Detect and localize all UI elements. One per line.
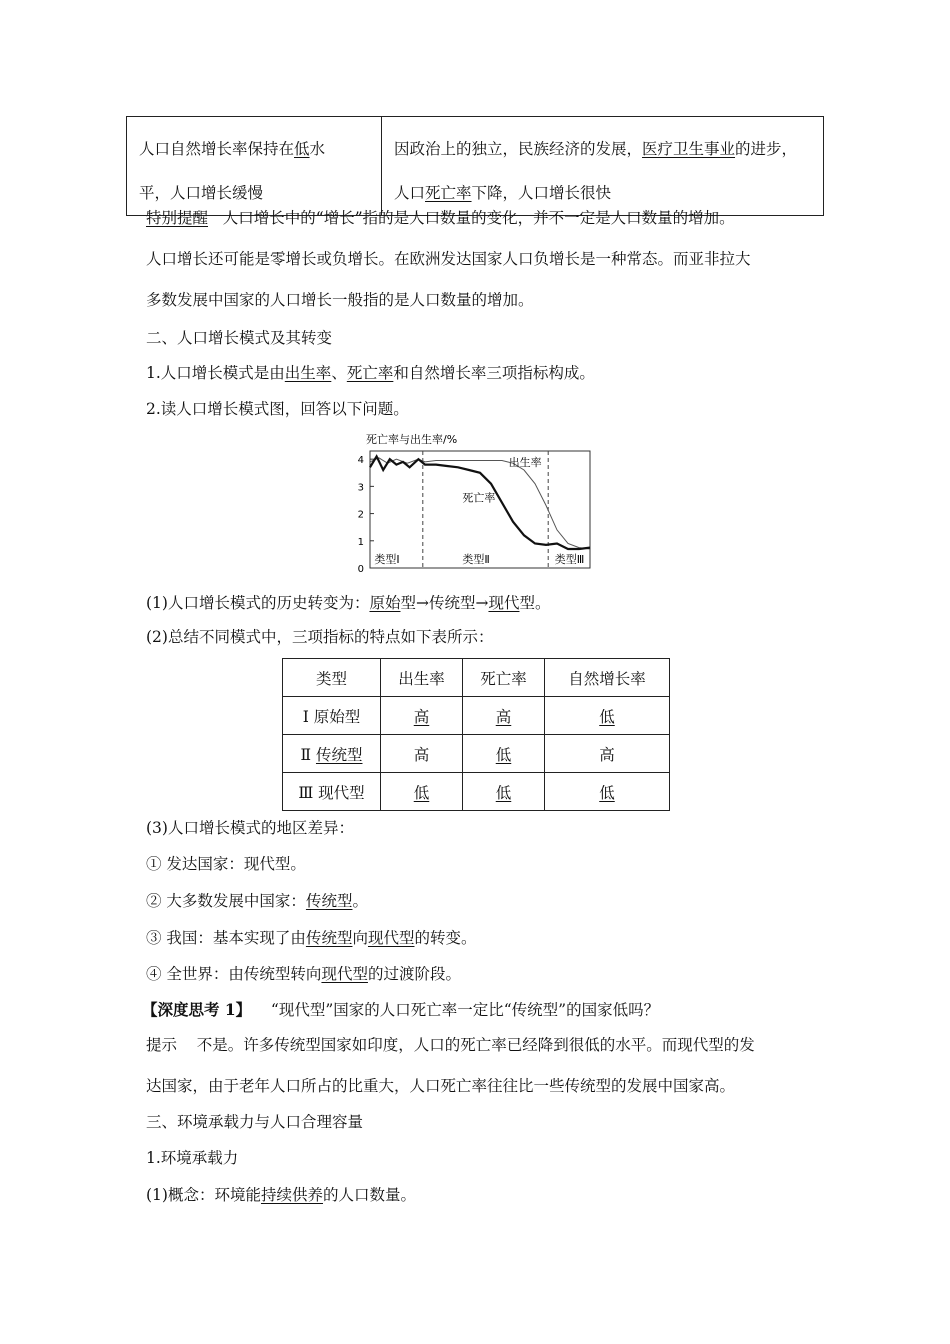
table-header-row [283,659,670,697]
hint-label: 提示 [146,1036,178,1054]
table-row [283,773,670,811]
series-label: 出生率 [508,455,542,469]
header-cell: 类型 [283,659,381,697]
header-cell: 出生率 [381,659,463,697]
region-label: 类型Ⅰ [374,553,400,566]
type-cell: Ⅱ 传统型 [283,735,381,773]
natural-cell: 高 [545,735,670,773]
section3-concept: (1)概念：环境能持续供养的人口数量。 [146,1186,416,1204]
q2-line: (2)总结不同模式中，三项指标的特点如下表所示： [146,628,494,646]
mode-table [282,658,670,811]
natural-cell: 低 [545,697,670,735]
hint-line-1: 提示 不是。许多传统型国家如印度，人口的死亡率已经降到很低的水平。而现代型的发 [146,1036,755,1054]
death-cell: 高 [463,697,545,735]
note-label: 特别提醒 [146,209,209,227]
chart-title: 死亡率与出生率/% [366,433,458,446]
header-cell: 自然增长率 [545,659,670,697]
region-4: ④ 全世界：由传统型转向现代型的过渡阶段。 [146,965,461,983]
q3-line: (3)人口增长模式的地区差异： [146,819,354,837]
section2-item1: 1.人口增长模式是由出生率、死亡率和自然增长率三项指标构成。 [146,364,595,382]
table-row [283,697,670,735]
top-table [126,116,824,216]
y-tick-label: 1 [357,536,364,548]
top-left-cell: 人口自然增长率保持在低水 平，人口增长缓慢 [127,117,382,216]
death-cell: 低 [463,773,545,811]
y-tick-label: 0 [357,564,364,575]
q1-line: (1)人口增长模式的历史转变为：原始型→传统型→现代型。 [146,594,551,612]
think-question-line: 【深度思考 1】 “现代型”国家的人口死亡率一定比“传统型”的国家低吗？ [142,1000,660,1019]
birth-cell: 低 [381,773,463,811]
death-cell: 低 [463,735,545,773]
birth-cell: 高 [381,735,463,773]
note-line-3: 多数发展中国家的人口增长一般指的是人口数量的增加。 [146,291,534,309]
type-cell: Ⅰ 原始型 [283,697,381,735]
region-2: ② 大多数发展中国家：传统型。 [146,892,368,910]
natural-cell: 低 [545,773,670,811]
top-right-cell: 因政治上的独立，民族经济的发展，医疗卫生事业的进步， 人口死亡率下降，人口增长很快 [382,117,824,216]
section3-item1: 1.环境承载力 [146,1149,239,1167]
section3-heading: 三、环境承载力与人口合理容量 [146,1113,364,1131]
y-tick-label: 2 [357,509,364,521]
header-cell: 死亡率 [463,659,545,697]
think-label: 【深度思考 1】 [142,1000,252,1019]
plot-frame [370,451,590,568]
note-line-1: 特别提醒 人口增长中的“增长”指的是人口数量的变化，并不一定是人口数量的增加。 [146,209,735,227]
section2-item2: 2.读人口增长模式图，回答以下问题。 [146,400,409,418]
birth-cell: 高 [381,697,463,735]
hint-line-2: 达国家，由于老年人口所占的比重大，人口死亡率往往比一些传统型的发展中国家高。 [146,1077,736,1095]
region-label: 类型Ⅱ [462,553,490,566]
region-3: ③ 我国：基本实现了由传统型向现代型的转变。 [146,929,477,947]
population-chart [352,428,602,578]
note-line-2: 人口增长还可能是零增长或负增长。在欧洲发达国家人口负增长是一种常态。而亚非拉大 [146,250,751,268]
table-row [283,735,670,773]
section2-heading: 二、人口增长模式及其转变 [146,329,333,347]
type-cell: Ⅲ 现代型 [283,773,381,811]
region-1: ① 发达国家：现代型。 [146,855,306,873]
region-label: 类型Ⅲ [554,553,585,566]
y-tick-label: 3 [357,482,364,494]
y-tick-label: 4 [357,455,364,467]
series-label: 死亡率 [462,491,496,505]
